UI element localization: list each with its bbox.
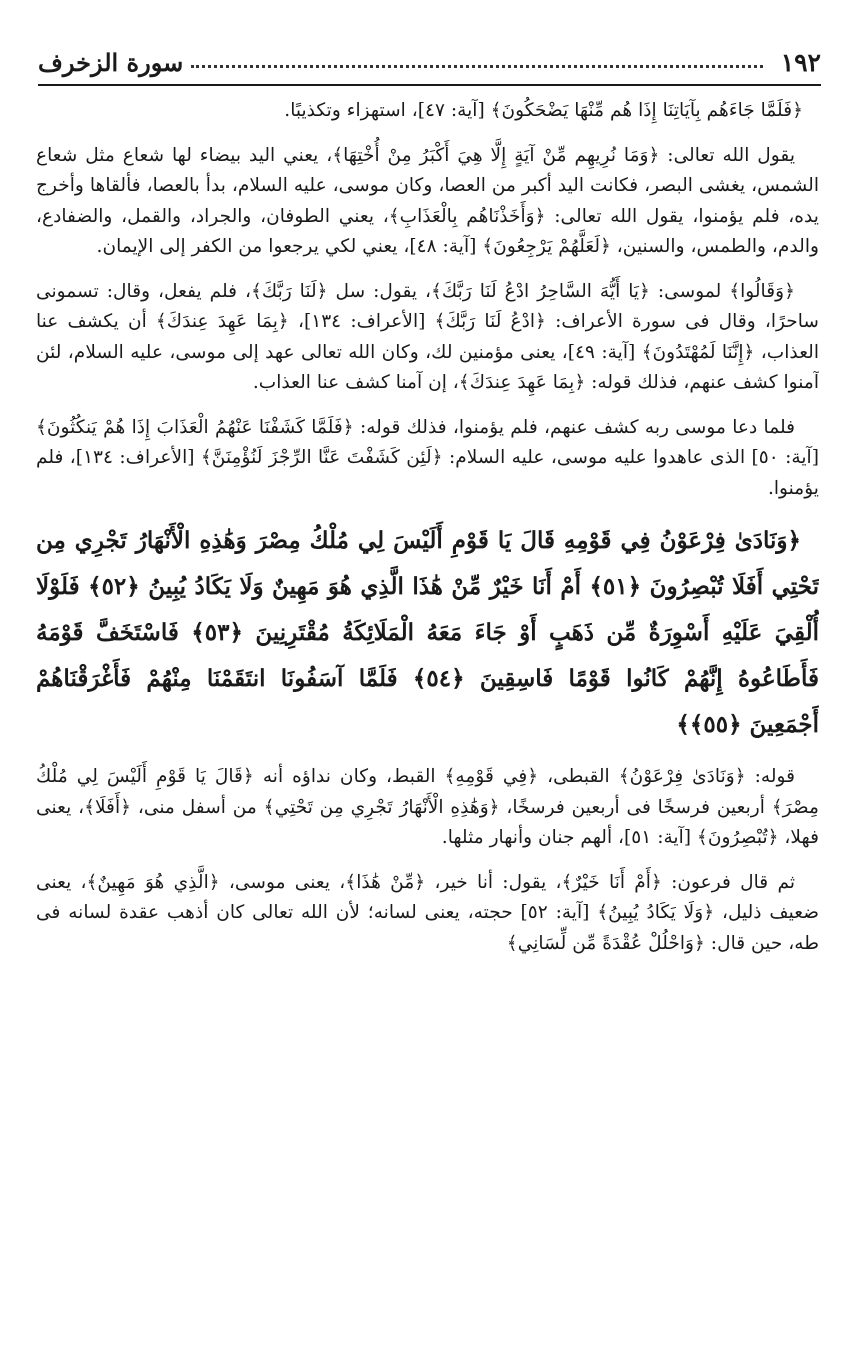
- paragraph-4: فلما دعا موسى ربه كشف عنهم، فلم يؤمنوا، فذلك قوله: ﴿فَلَمَّا كَشَفْنَا عَنْهُمُ الْعَذَابَ إِذَا هُمْ يَنكُثُونَ﴾ [آية: ٥٠] الذى عاهدوا عليه موسى، عليه السلام: ﴿لَئِن كَشَفْتَ عَنَّا الرِّجْزَ لَنُؤْمِنَنَّ﴾ [الأعراف: ١٣٤]، فلم يؤمنوا.: [36, 416, 819, 499]
- paragraph-6: قوله: ﴿وَنَادَىٰ فِرْعَوْنُ﴾ القبطى، ﴿فِي قَوْمِهِ﴾ القبط، وكان نداؤه أنه ﴿قَالَ يَا قَوْمِ أَلَيْسَ لِي مُلْكُ مِصْرَ﴾ أربعين فرسخًا فى أربعين فرسخًا، ﴿وَهَٰذِهِ الْأَنْهَارُ تَجْرِي مِن تَحْتِي﴾ من أسفل منى، ﴿أَفَلَا﴾، يعنى فهلا، ﴿تُبْصِرُونَ﴾ [آية: ٥١]، ألهم جنان وأنهار مثلها.: [36, 766, 819, 848]
- paragraph-7: ثم قال فرعون: ﴿أَمْ أَنَا خَيْرٌ﴾، يقول: أنا خير، ﴿مِّنْ هَٰذَا﴾، يعنى موسى، ﴿الَّذِي هُوَ مَهِينٌ﴾، يعنى ضعيف ذليل، ﴿وَلَا يَكَادُ يُبِينُ﴾ [آية: ٥٢] حجته، يعنى لسانه؛ لأن الله تعالى كان أذهب عقدة لسانه فى طه، حين قال: ﴿وَاحْلُلْ عُقْدَةً مِّن لِّسَانِي﴾: [36, 871, 819, 954]
- page-body: [36, 96, 819, 1344]
- surah-name: سورة الزخرف: [38, 47, 184, 77]
- quran-verses-block: ﴿وَنَادَىٰ فِرْعَوْنُ فِي قَوْمِهِ قَالَ يَا قَوْمِ أَلَيْسَ لِي مُلْكُ مِصْرَ وَهَٰذِهِ الْأَنْهَارُ تَجْرِي مِن تَحْتِي أَفَلَا تُبْصِرُونَ ﴿٥١﴾ أَمْ أَنَا خَيْرٌ مِّنْ هَٰذَا الَّذِي هُوَ مَهِينٌ وَلَا يَكَادُ يُبِينُ ﴿٥٢﴾ فَلَوْلَا أُلْقِيَ عَلَيْهِ أَسْوِرَةٌ مِّن ذَهَبٍ أَوْ جَاءَ مَعَهُ الْمَلَائِكَةُ مُقْتَرِنِينَ ﴿٥٣﴾ فَاسْتَخَفَّ قَوْمَهُ فَأَطَاعُوهُ إِنَّهُمْ كَانُوا قَوْمًا فَاسِقِينَ ﴿٥٤﴾ فَلَمَّا آسَفُونَا انتَقَمْنَا مِنْهُمْ فَأَغْرَقْنَاهُمْ أَجْمَعِينَ ﴿٥٥﴾﴾: [36, 527, 819, 738]
- paragraph-2: يقول الله تعالى: ﴿وَمَا نُرِيهِم مِّنْ آيَةٍ إِلَّا هِيَ أَكْبَرُ مِنْ أُخْتِهَا﴾، يعني اليد بيضاء لها شعاع مثل شعاع الشمس، يغشى البصر، فكانت اليد أكبر من العصا، وكان موسى، عليه السلام، بدأ بالعصا، فألقاها وأخرج يده، فلم يؤمنوا، يقول الله تعالى: ﴿وَأَخَذْنَاهُم بِالْعَذَابِ﴾، يعني الطوفان، والجراد، والقمل، والضفادع، والدم، والطمس، والسنين، ﴿لَعَلَّهُمْ يَرْجِعُونَ﴾ [آية: ٤٨]، يعني لكي يرجعوا من الكفر إلى الإيمان.: [36, 144, 819, 257]
- dotted-leader: [191, 65, 762, 68]
- paragraph-3: ﴿وَقَالُوا﴾ لموسى: ﴿يَا أَيُّهَ السَّاحِرُ ادْعُ لَنَا رَبَّكَ﴾، يقول: سل ﴿لَنَا رَبَّكَ﴾، فلم يفعل، وقال: تسمونى ساحرًا، وقال فى سورة الأعراف: ﴿ادْعُ لَنَا رَبَّكَ﴾ [الأعراف: ١٣٤]، ﴿بِمَا عَهِدَ عِندَكَ﴾ أن يكشف عنا العذاب، ﴿إِنَّنَا لَمُهْتَدُونَ﴾ [آية: ٤٩]، يعنى مؤمنين لك، وكان الله تعالى عهد إلى موسى، عليه السلام، لئن آمنوا كشف عنهم، فذلك قوله: ﴿بِمَا عَهِدَ عِندَكَ﴾، إن آمنا كشف عنا العذاب.: [36, 280, 819, 393]
- paragraph-1: ﴿فَلَمَّا جَاءَهُم بِآيَاتِنَا إِذَا هُم مِّنْهَا يَضْحَكُونَ﴾ [آية: ٤٧]، استهزاء وتكذيبًا.: [284, 100, 803, 121]
- page-header: [38, 40, 821, 86]
- page-number: ١٩٢: [780, 47, 821, 77]
